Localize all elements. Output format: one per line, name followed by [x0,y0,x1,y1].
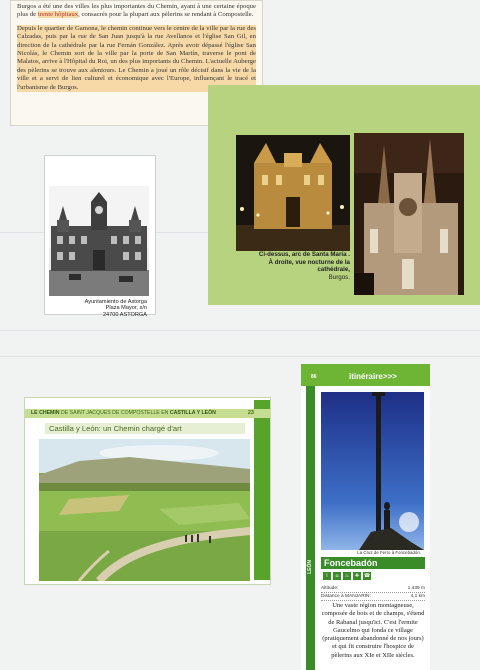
caption-line: Ayuntamiento de Astorga [84,299,147,305]
paragraph-2: Depuis le quartier de Gamona, le chemin continue vers le centre de la ville par la rue des Calzadas, puis par la rue de San Juan jusqu'à la rue Avellanos et l'église San Gil, en direction de la cathédrale par la rue Fernán González. Après avoir dépassé l'église San Nicolás, le Chemin sort de la ville par la porte de San Martín, traverse le pont de Malatos, arrive à l'Hôpital du Roi, un des plus importants du Chemin. L'actuelle Auberge des pèlerins se trouve aux alentours. Le Chemin a joué un rôle décisif dans la vie de la ville et a servi de lien culturel et économique avec l'Europe, influençant le tracé et l'urbanisme de Burgos. [17,24,256,91]
itinerary-bar [301,364,430,386]
service-icons [323,572,371,580]
medical-icon: ✚ [354,573,360,579]
running-header [25,409,271,418]
caption-line: Plaza Mayor, s/n [105,305,147,312]
food-icon: ♨ [344,573,350,579]
info-icon: i [323,572,331,580]
side-label: LEÓN [307,560,313,574]
meseta-landscape-photo [39,439,250,581]
astorga-caption [49,299,147,318]
paragraph-1 [17,3,256,20]
photo-caption: La Cruz de Ferro à Foncebadón. [357,550,421,555]
page-number: 86 [311,374,317,380]
caption-line: Ci-dessus, arc de Santa María . [258,251,350,258]
header-region: CASTILLA Y LEÓN [169,410,216,416]
stats-table [321,585,425,601]
page-edge-bar [254,400,270,580]
caption-city: Burgos. [328,273,350,281]
scan-line [0,356,480,357]
page-number: 23 [247,410,254,416]
stat-label: Distance à MANJARIN: [321,594,371,599]
body-paragraph: Une vaste région montagneuse, composée de bois et de champs, s'étend de Rabanal jusqu'ici. C'est l'ermite Gaucelmo qui fonda ce village (pratiquement abandonné de nos jours) et qui fit construire l'hospice de pèlerins aux XIe et XIIe siècles. [321,602,425,659]
place-name: Foncebadón [321,557,425,569]
body-text [321,602,425,660]
highlighted-phrase: trente hôpitaux [37,11,79,19]
scan-line [0,330,480,331]
lodging-icon: ⌂ [333,572,341,580]
astorga-town-hall-photo [49,186,149,296]
header-mid: DE SAINT JACQUES DE COMPOSTELLE EN [59,410,170,416]
caption-line: À droite, vue nocturne de la [268,258,350,266]
burgos-panel [208,85,480,305]
santa-maria-arch-photo [236,135,350,251]
paragraph-1-end: , consacrés pour la plupart aux pèlerins se rendant à Compostelle. [78,11,254,19]
stat-label: Altitude: [321,586,339,591]
side-bar [306,386,315,670]
paragraph-1-start: Burgos a été une des villes les plus importantes du Chemin, ayant à une certaine époque plus de [17,3,256,19]
caption-line: 24700 ASTORGA [102,311,147,318]
cruz-de-ferro-photo [321,392,424,550]
stat-row [321,585,425,593]
caption-line [228,266,350,281]
stat-value: 1.439 m [407,586,425,591]
burgos-caption [228,251,350,281]
stat-value: 4,1 km [410,594,425,599]
castilla-y-leon-page [24,397,271,585]
burgos-cathedral-night-photo [354,133,464,295]
article-title: Castilla y León: un Chemin chargé d'art [45,423,245,434]
phone-icon: ☎ [363,573,371,579]
stat-row [321,593,425,601]
header-prefix: LE CHEMIN [31,410,60,416]
astorga-card [44,155,156,318]
foncebadon-page [301,364,430,670]
caption-text: cathédrale, [317,266,350,274]
section-title: itinéraire>>> [349,372,397,381]
